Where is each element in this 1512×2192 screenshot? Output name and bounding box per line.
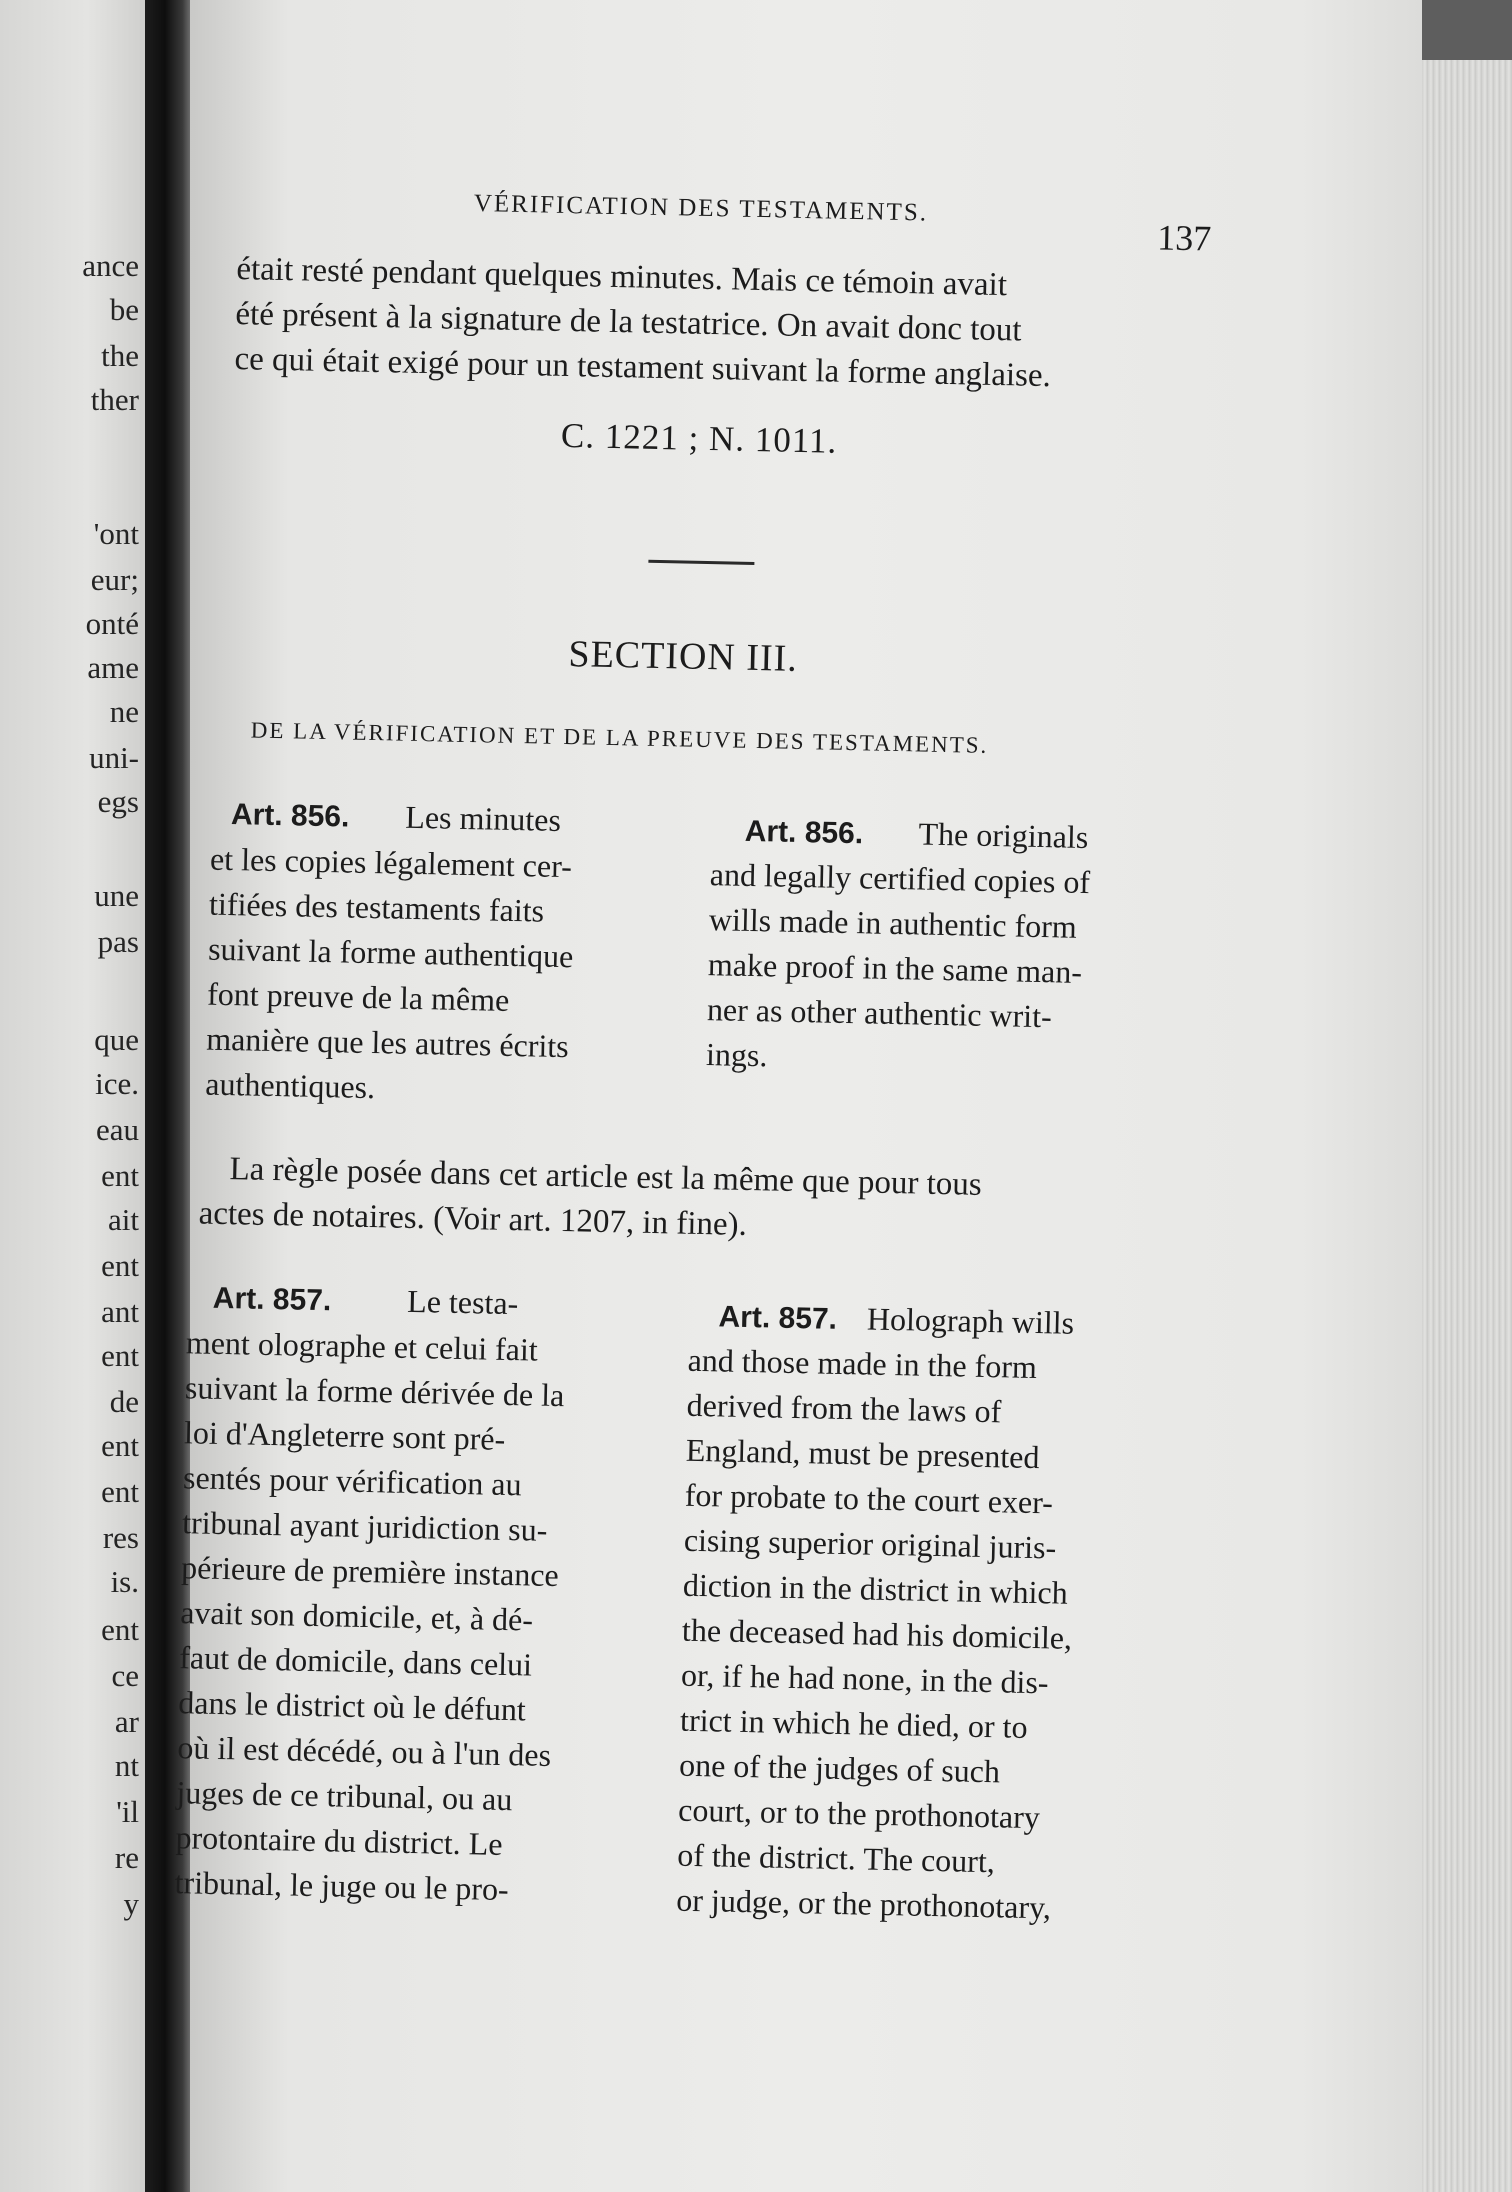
left-page-fragment: uni- <box>89 740 139 775</box>
left-page-fragment: onté <box>85 606 139 641</box>
art856-en-line: wills made in authentic form <box>708 901 1078 945</box>
left-page-fragment: ant <box>101 1294 139 1329</box>
art857-en-line: derived from the laws of <box>686 1386 1002 1430</box>
art857-fr-line: Le testa- <box>406 1282 519 1322</box>
left-page-fragment: eau <box>95 1112 139 1147</box>
left-page-fragment: ame <box>87 650 139 685</box>
art857-fr-line: tribunal, le juge ou le pro- <box>174 1864 510 1908</box>
art857-en-first-line <box>718 1297 1074 1341</box>
section-title: SECTION III. <box>568 633 799 680</box>
left-page-fragment: y <box>123 1886 139 1921</box>
art857-en-line: diction in the district in which <box>682 1566 1069 1611</box>
art857-fr-label: Art. 857. <box>212 1281 332 1318</box>
left-page-fragment: de <box>109 1384 139 1419</box>
art857-en-line: trict in which he died, or to <box>679 1701 1028 1745</box>
art857-en-line: Holograph wills <box>866 1300 1075 1341</box>
art856-en-first-line <box>744 812 1088 856</box>
commentary-line: La règle posée dans cet article est la même que pour tous <box>229 1151 983 1203</box>
art857-fr-line: sentés pour vérification au <box>182 1459 522 1503</box>
art856-fr-line: authentiques. <box>204 1065 376 1106</box>
left-page-fragment: une <box>94 878 139 913</box>
art857-fr-line: où il est décédé, ou à l'un des <box>177 1729 552 1773</box>
left-page-fragment: pas <box>97 924 139 959</box>
left-page-fragment: ar <box>114 1704 139 1739</box>
commentary-line: actes de notaires. (Voir art. 1207, in fine). <box>198 1195 748 1243</box>
art857-fr-line: avait son domicile, et, à dé- <box>179 1594 534 1638</box>
art857-en-line: cising superior original juris- <box>683 1521 1057 1566</box>
art856-en-line: ner as other authentic writ- <box>706 991 1053 1035</box>
art856-en-line: and legally certified copies of <box>709 856 1091 901</box>
art857-en-line: the deceased had his domicile, <box>681 1611 1073 1656</box>
left-page-fragment: re <box>114 1840 139 1875</box>
art857-en-line: of the district. The court, <box>676 1836 996 1880</box>
page-number: 137 <box>1156 217 1212 259</box>
art857-fr-line: ment olographe et celui fait <box>185 1324 539 1368</box>
section-subtitle: DE LA VÉRIFICATION ET DE LA PREUVE DES TESTAMENTS. <box>250 717 989 758</box>
left-page-fragment: nt <box>114 1748 139 1783</box>
art857-en-line: court, or to the prothonotary <box>677 1791 1041 1836</box>
art857-en-label: Art. 857. <box>718 1300 838 1336</box>
art857-fr-line: périeure de première instance <box>180 1549 560 1594</box>
art857-en-line: or judge, or the prothonotary, <box>676 1881 1052 1926</box>
art857-fr-line: suivant la forme dérivée de la <box>184 1369 565 1414</box>
art856-fr-line: tifiées des testaments faits <box>208 885 545 929</box>
left-page-fragment: ice. <box>95 1066 139 1101</box>
left-page-fragment: res <box>102 1520 139 1555</box>
intro-line: été présent à la signature de la testatrice. On avait donc tout <box>235 296 1022 349</box>
left-page-fragment: ent <box>101 1474 139 1509</box>
left-page-fragment: the <box>101 338 139 373</box>
art857-fr-line: faut de domicile, dans celui <box>178 1639 533 1683</box>
left-page-fragment: egs <box>97 784 139 819</box>
left-page-fragment: 'ont <box>93 516 139 551</box>
left-page-fragment: be <box>109 292 139 327</box>
left-page-fragment: ent <box>101 1428 139 1463</box>
art856-fr-label: Art. 856. <box>230 798 350 834</box>
intro-line: ce qui était exigé pour un testament suivant la forme anglaise. <box>234 341 1052 395</box>
art857-fr-line: dans le district où le défunt <box>178 1684 527 1728</box>
left-page-fragment: is. <box>110 1564 139 1599</box>
art856-fr-line: manière que les autres écrits <box>205 1020 570 1065</box>
left-page-fragment: ne <box>109 694 139 729</box>
left-page-fragment: 'il <box>116 1794 139 1829</box>
left-page-fragment: ent <box>101 1612 139 1647</box>
running-head: VÉRIFICATION DES TESTAMENTS. <box>473 190 929 227</box>
art857-en-line: or, if he had none, in the dis- <box>680 1656 1049 1701</box>
art856-en-label: Art. 856. <box>744 814 864 851</box>
left-page-fragment: ait <box>108 1202 139 1237</box>
left-page-fragment: ent <box>101 1158 139 1193</box>
art856-fr-line: font preuve de la même <box>206 975 510 1018</box>
art857-fr-line: loi d'Angleterre sont pré- <box>183 1414 506 1457</box>
art856-en-line: ings. <box>705 1036 768 1074</box>
art856-fr-line: suivant la forme authentique <box>207 930 574 975</box>
art857-fr-line: juges de ce tribunal, ou au <box>176 1774 513 1818</box>
code-reference: C. 1221 ; N. 1011. <box>560 415 838 461</box>
left-page-fragment: ther <box>90 382 139 417</box>
art856-en-line: make proof in the same man- <box>707 946 1083 990</box>
left-page-fragment: ance <box>82 248 139 283</box>
art857-fr-line: protontaire du district. Le <box>175 1819 503 1862</box>
art857-en-line: for probate to the court exer- <box>684 1476 1054 1521</box>
art857-en-line: England, must be presented <box>685 1431 1040 1476</box>
art857-fr-line: tribunal ayant juridiction su- <box>181 1504 548 1548</box>
left-page-fragment: ent <box>101 1338 139 1373</box>
section-divider <box>648 560 754 565</box>
art857-en-line: one of the judges of such <box>678 1746 1001 1790</box>
intro-line: était resté pendant quelques minutes. Mais ce témoin avait <box>236 251 1008 304</box>
left-page-fragment: eur; <box>90 562 139 597</box>
art856-fr-first-line <box>231 795 562 839</box>
left-page-fragment: ce <box>111 1658 139 1693</box>
art856-fr-line: et les copies légalement cer- <box>209 840 573 885</box>
art857-fr-first-line <box>213 1279 519 1322</box>
left-page-fragment: que <box>94 1022 139 1057</box>
art857-en-line: and those made in the form <box>687 1341 1038 1386</box>
art856-fr-line: Les minutes <box>405 798 562 838</box>
left-page-fragment: ent <box>101 1248 139 1283</box>
art856-en-line: The originals <box>918 815 1089 856</box>
